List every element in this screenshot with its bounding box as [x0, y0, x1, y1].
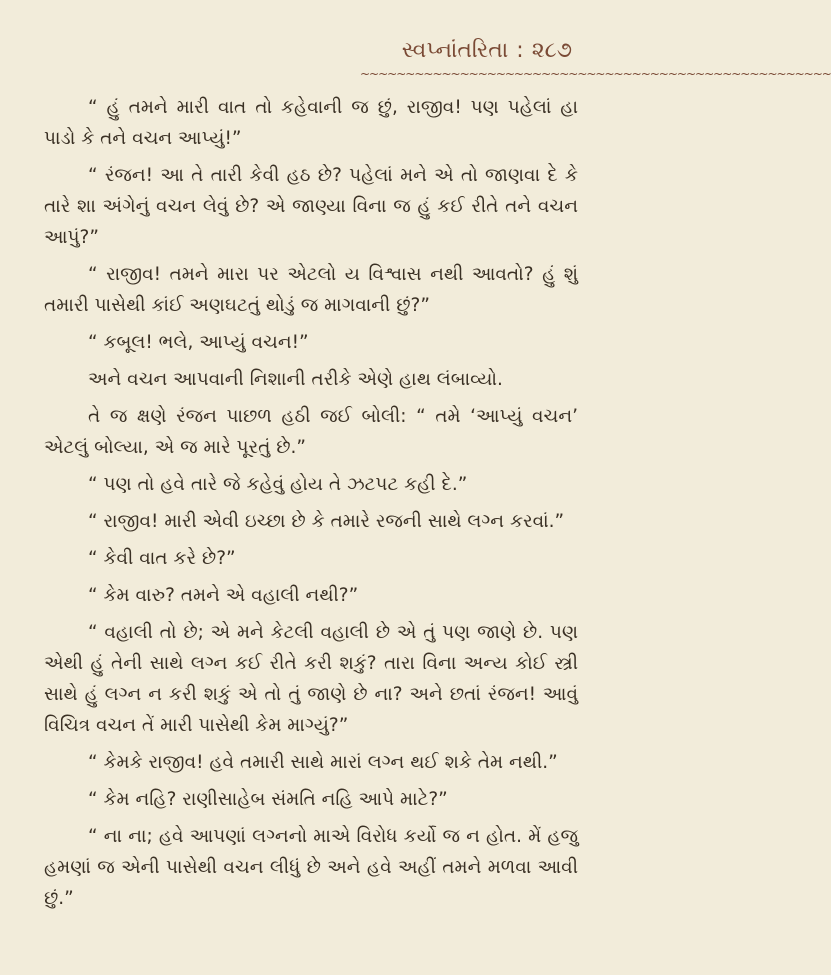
paragraph: “ કબૂલ! ભલે, આપ્યું વચન!” — [88, 332, 309, 353]
paragraph: “ રંજન! આ તે તારી કેવી હઠ છે? પહેલાં મને એ તો જાણવા દે કે તારે શા અંગેનું વચન લેવું છે? એ જાણ્યા વિના જ હું કઈ રીતે તને વચન આપું?” — [44, 165, 578, 248]
paragraph: “ કેમ નહિ? રાણીસાહેબ સંમતિ નહિ આપે માટે?” — [88, 789, 448, 810]
paragraph: “ કેવી વાત કરે છે?” — [88, 548, 236, 569]
header-ornament: ~~~~~~~~~~~~~~~~~~~~~~~~~~~~~~~~~~~~~~~~~~~~~~~~~~~~ — [360, 67, 831, 81]
paragraph: “ રાજીવ! તમને મારા પર એટલો ય વિશ્વાસ નથી આવતો? હું શું તમારી પાસેથી કાંઈ અણઘટતું થોડું જ માગવાની છું?” — [44, 264, 578, 316]
paragraph: “ કેમકે રાજીવ! હવે તમારી સાથે મારાં લગ્ન થઈ શકે તેમ નથી.” — [88, 752, 558, 773]
paragraph: “ રાજીવ! મારી એવી ઇચ્છા છે કે તમારે રજની સાથે લગ્ન કરવાં.” — [88, 511, 565, 532]
paragraph: “ ના ના; હવે આપણાં લગ્નનો માએ વિરોધ કર્યો જ ન હોત. મેં હજુ હમણાં જ એની પાસેથી વચન લીધું છે અને હવે અહીં તમને મળવા આવી છું.” — [44, 826, 578, 909]
paragraph: તે જ ક્ષણે રંજન પાછળ હઠી જઈ બોલી: “ તમે ‘આપ્યું વચન’ એટલું બોલ્યા, એ જ મારે પૂરતું છે.” — [44, 406, 578, 458]
running-title: સ્વપ્નાંતરિતા — [401, 38, 509, 63]
paragraph: “ વહાલી તો છે; એ મને કેટલી વહાલી છે એ તું પણ જાણે છે. પણ એથી હું તેની સાથે લગ્ન કઈ રીતે કરી શકું? તારા વિના અન્ય કોઈ સ્ત્રી સાથે હું લગ્ન ન કરી શકું એ તો તું જાણે છે ના? અને છતાં રંજન! આવું વિચિત્ર વચન તેં મારી પાસેથી કેમ માગ્યું?” — [44, 622, 578, 736]
header-separator: : — [516, 38, 524, 63]
paragraph: “ હું તમને મારી વાત તો કહેવાની જ છું, રાજીવ! પણ પહેલાં હા પાડો કે તને વચન આપ્યું!” — [44, 97, 578, 149]
paragraph: અને વચન આપવાની નિશાની તરીકે એણે હાથ લંબાવ્યો. — [88, 369, 503, 390]
page-body — [44, 92, 578, 914]
page-number: ૨૮૭ — [531, 38, 572, 63]
paragraph: “ પણ તો હવે તારે જે કહેવું હોય તે ઝટપટ કહી દે.” — [88, 474, 468, 495]
paragraph: “ કેમ વારુ? તમને એ વહાલી નથી?” — [88, 585, 359, 606]
